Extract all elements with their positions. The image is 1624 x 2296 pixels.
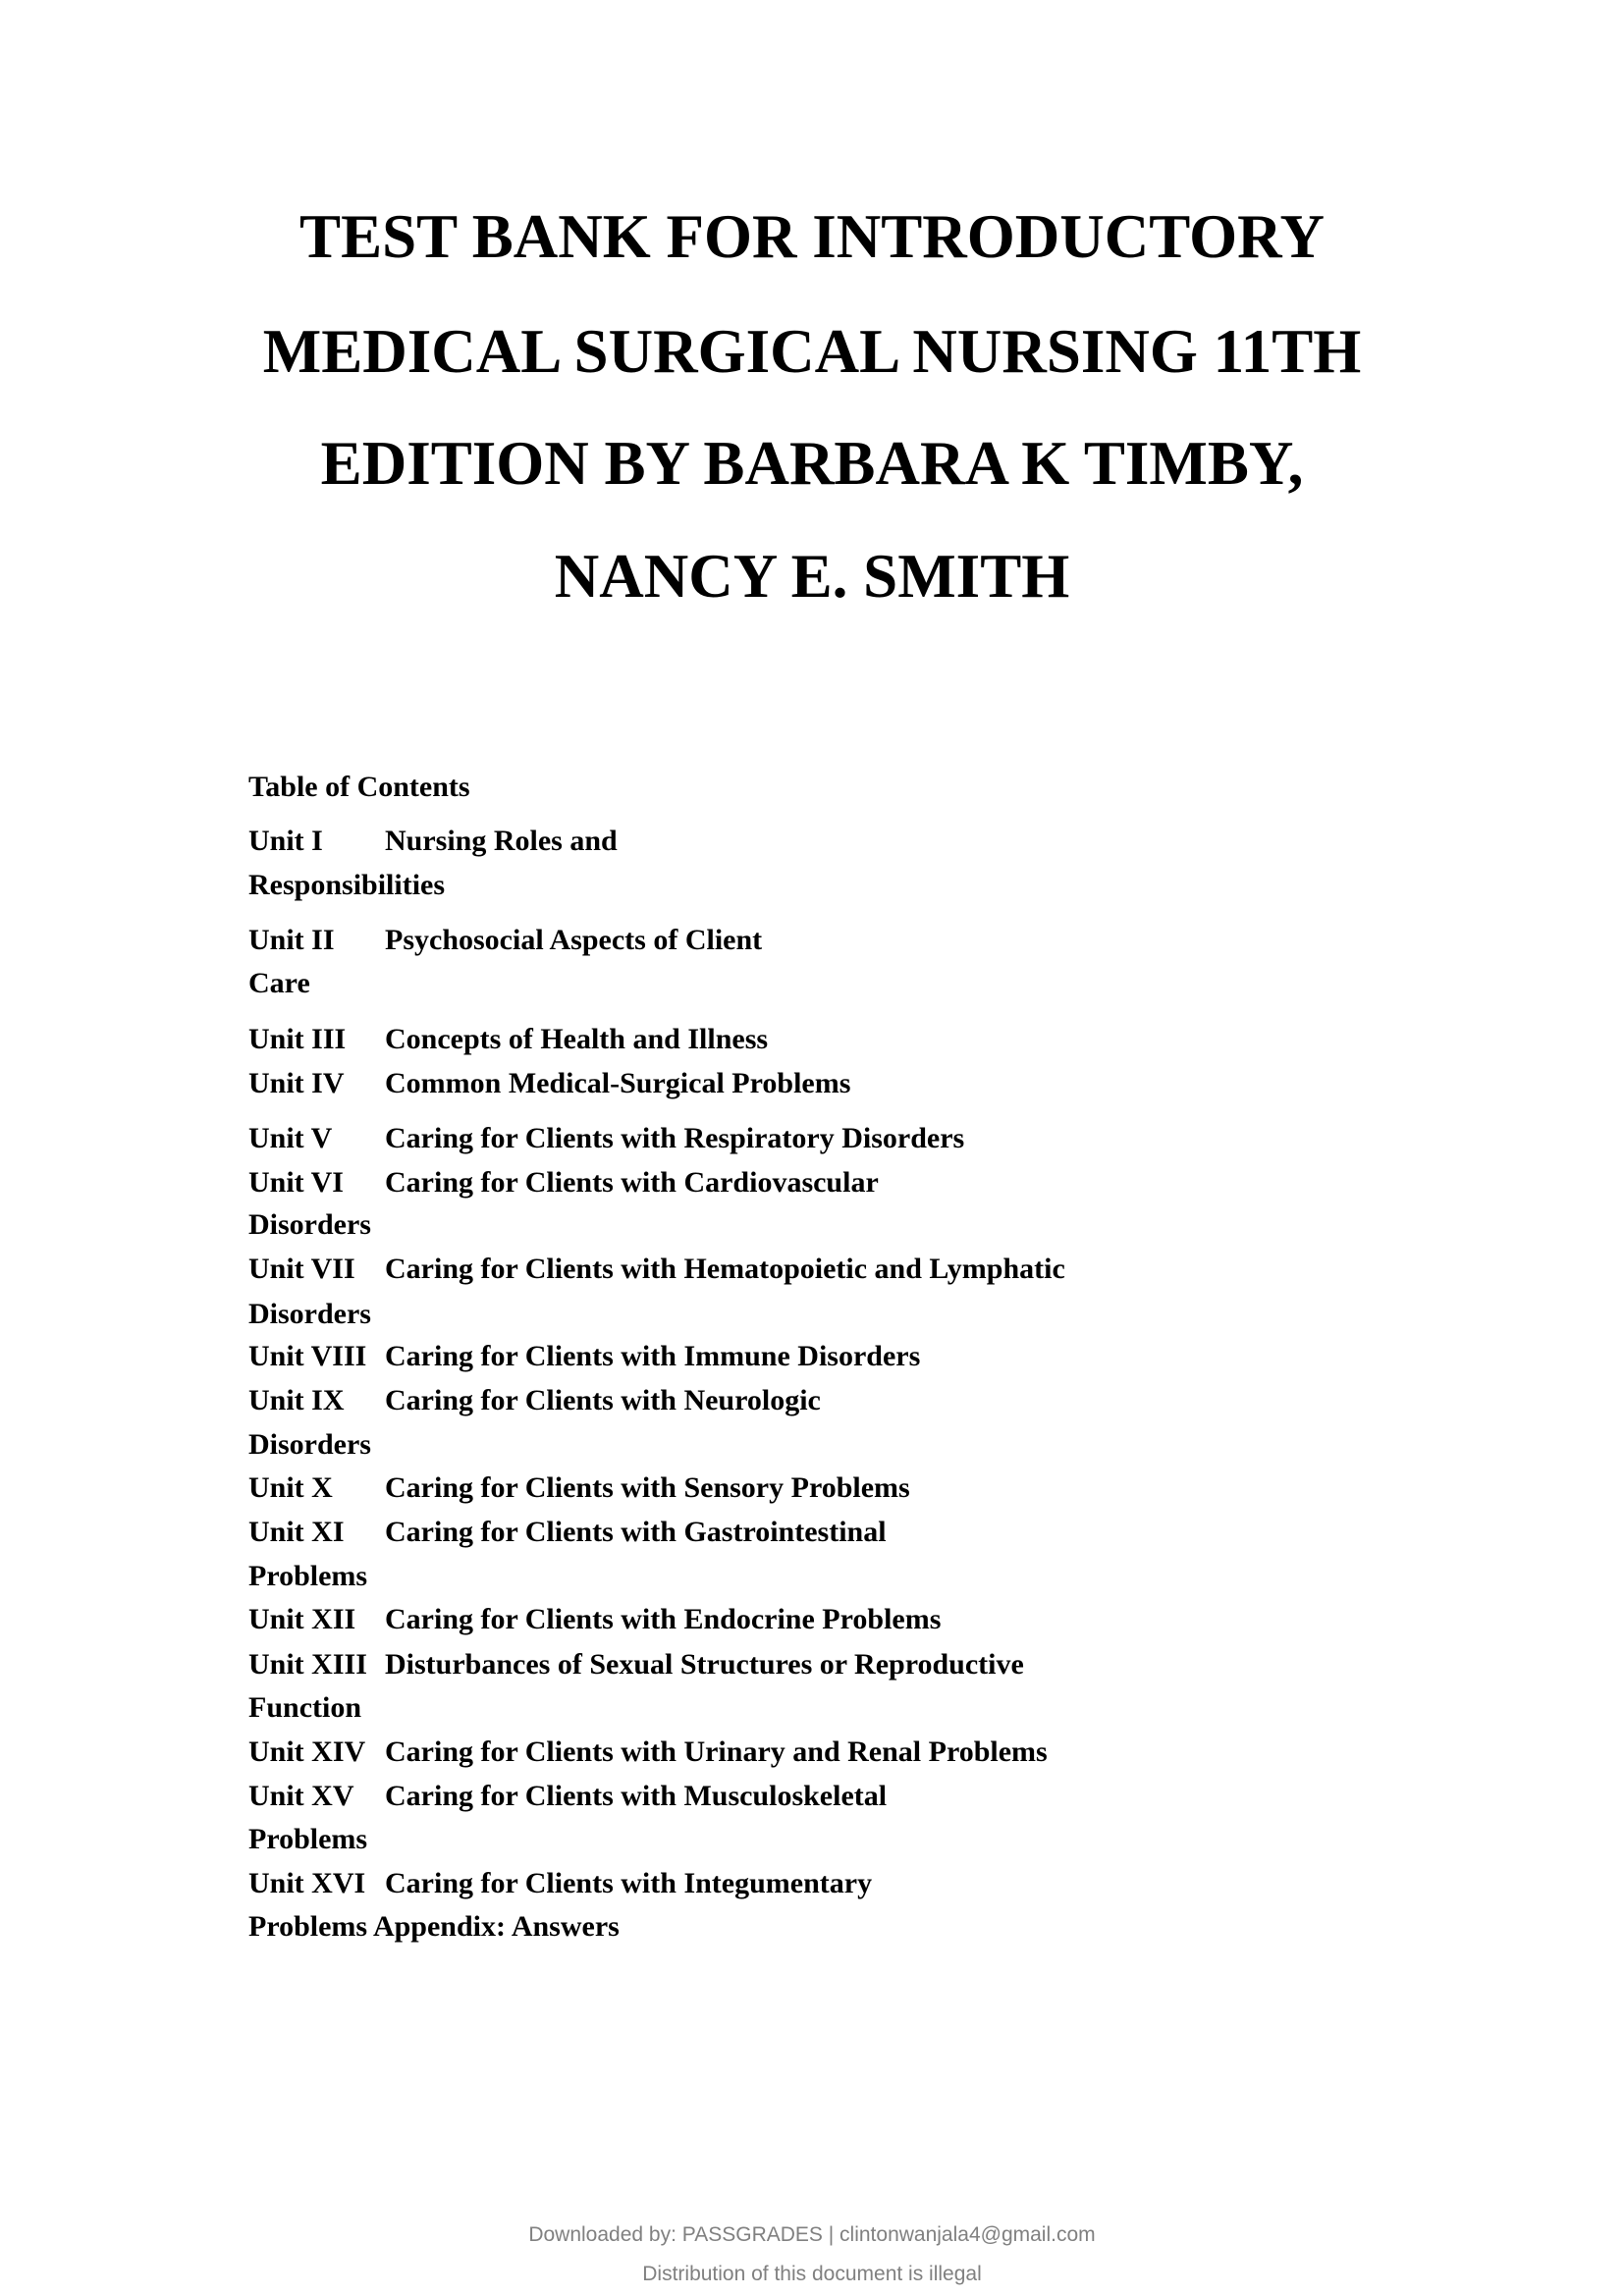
toc-item — [248, 1165, 879, 1201]
toc-unit-label: Unit XII — [248, 1603, 356, 1635]
toc-unit-title: Caring for Clients with Musculoskeletal — [385, 1780, 888, 1812]
toc-item — [248, 1647, 1024, 1682]
document-title-line: EDITION BY BARBARA K TIMBY, — [320, 429, 1304, 498]
document-title-line: MEDICAL SURGICAL NURSING 11TH — [262, 317, 1362, 386]
toc-unit-title: Caring for Clients with Cardiovascular — [385, 1166, 879, 1199]
toc-unit-title: Disturbances of Sexual Structures or Reproductive — [385, 1648, 1024, 1681]
toc-item — [248, 1470, 910, 1506]
toc-unit-label: Unit I — [248, 825, 323, 857]
toc-unit-title: Caring for Clients with Endocrine Problems — [385, 1603, 942, 1635]
toc-unit-label: Unit XVI — [248, 1867, 366, 1899]
toc-unit-title-continuation: Disorders — [248, 1208, 371, 1241]
toc-item — [248, 1022, 768, 1057]
toc-unit-title: Caring for Clients with Immune Disorders — [385, 1340, 921, 1372]
toc-item — [248, 1866, 872, 1901]
toc-item — [248, 1383, 821, 1418]
toc-unit-title-continuation: Disorders — [248, 1298, 371, 1330]
toc-heading: Table of Contents — [248, 771, 470, 803]
toc-unit-title: Caring for Clients with Neurologic — [385, 1384, 821, 1416]
toc-unit-title: Caring for Clients with Urinary and Renal Problems — [385, 1735, 1048, 1768]
toc-unit-title-continuation: Responsibilities — [248, 869, 446, 901]
toc-item — [248, 1602, 941, 1637]
toc-unit-title-continuation: Function — [248, 1691, 362, 1724]
toc-unit-label: Unit X — [248, 1471, 333, 1504]
toc-unit-title: Concepts of Health and Illness — [385, 1023, 769, 1055]
toc-unit-title-continuation: Disorders — [248, 1428, 371, 1461]
toc-unit-title: Caring for Clients with Gastrointestinal — [385, 1516, 887, 1548]
toc-unit-title: Psychosocial Aspects of Client — [385, 924, 763, 956]
toc-item — [248, 1339, 920, 1374]
toc-unit-title-continuation: Problems — [248, 1823, 368, 1855]
toc-item — [248, 1779, 887, 1814]
document-title-line: NANCY E. SMITH — [554, 542, 1070, 611]
footer-downloaded-by: Downloaded by: PASSGRADES | clintonwanjala4@gmail.com — [528, 2223, 1096, 2246]
toc-unit-label: Unit IX — [248, 1384, 345, 1416]
footer-distribution-notice: Distribution of this document is illegal — [642, 2263, 982, 2285]
toc-unit-title: Common Medical-Surgical Problems — [385, 1067, 851, 1099]
toc-unit-title: Caring for Clients with Integumentary — [385, 1867, 873, 1899]
toc-unit-label: Unit V — [248, 1122, 333, 1154]
toc-item — [248, 824, 618, 859]
toc-unit-label: Unit XIII — [248, 1648, 367, 1681]
toc-item — [248, 1252, 1065, 1287]
toc-unit-label: Unit VI — [248, 1166, 344, 1199]
toc-unit-title-continuation: Care — [248, 967, 310, 999]
toc-item — [248, 1066, 850, 1101]
toc-unit-title-continuation: Problems Appendix: Answers — [248, 1910, 620, 1943]
toc-unit-label: Unit IV — [248, 1067, 345, 1099]
toc-unit-title: Caring for Clients with Respiratory Disorders — [385, 1122, 965, 1154]
toc-item — [248, 1735, 1048, 1770]
toc-unit-label: Unit II — [248, 924, 335, 956]
toc-unit-label: Unit VII — [248, 1253, 355, 1285]
toc-unit-title: Nursing Roles and — [385, 825, 618, 857]
toc-item — [248, 923, 762, 958]
toc-unit-title: Caring for Clients with Hematopoietic and Lymphatic — [385, 1253, 1065, 1285]
toc-unit-label: Unit VIII — [248, 1340, 367, 1372]
toc-item — [248, 1515, 887, 1550]
toc-unit-label: Unit XI — [248, 1516, 345, 1548]
toc-unit-label: Unit III — [248, 1023, 347, 1055]
toc-item — [248, 1121, 964, 1156]
toc-unit-title-continuation: Problems — [248, 1560, 368, 1592]
toc-unit-title: Caring for Clients with Sensory Problems — [385, 1471, 910, 1504]
document-title-line: TEST BANK FOR INTRODUCTORY — [299, 202, 1325, 271]
toc-unit-label: Unit XIV — [248, 1735, 366, 1768]
toc-unit-label: Unit XV — [248, 1780, 354, 1812]
